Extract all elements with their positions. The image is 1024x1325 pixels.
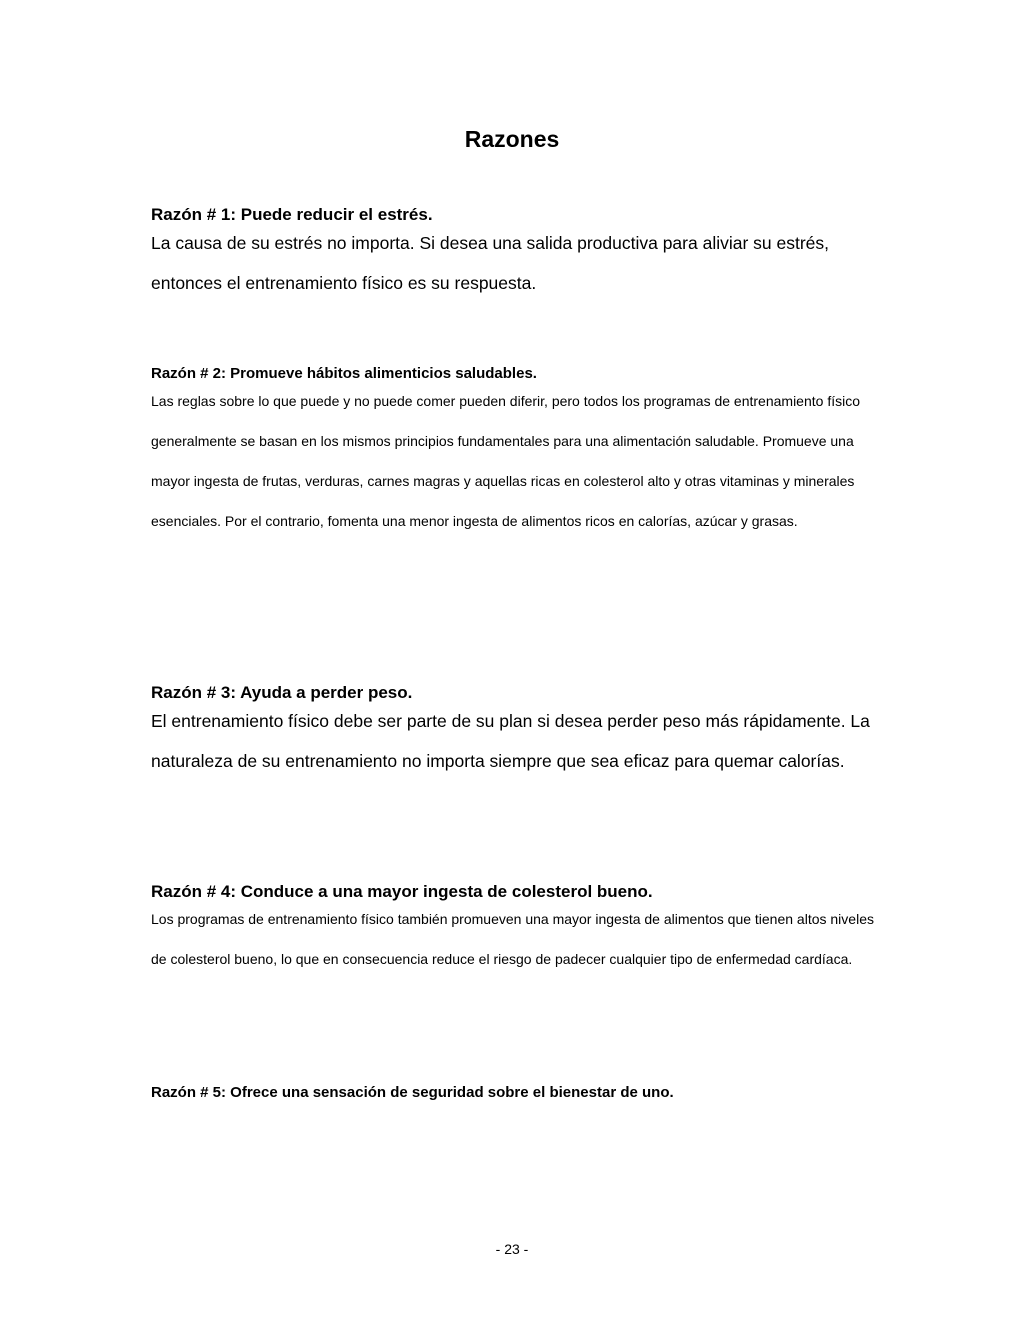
- section-heading: Razón # 3: Ayuda a perder peso.: [151, 683, 413, 702]
- section-heading: Razón # 2: Promueve hábitos alimenticios saludables.: [151, 365, 537, 382]
- section-body: Los programas de entrenamiento físico también promueven una mayor ingesta de alimentos que tienen altos niveles de colesterol bueno, lo que en consecuencia reduce el riesgo de padecer cualquier tipo de enfermedad cardíaca.: [151, 911, 874, 967]
- section-reason-2: [151, 363, 881, 541]
- section-reason-4: [151, 880, 881, 979]
- section-reason-3: [151, 681, 881, 781]
- section-heading: Razón # 1: Puede reducir el estrés.: [151, 205, 433, 224]
- page-title: Razones: [464, 126, 560, 152]
- section-heading: Razón # 5: Ofrece una sensación de seguridad sobre el bienestar de uno.: [151, 1084, 674, 1101]
- section-reason-5: [151, 1082, 881, 1104]
- section-body: Las reglas sobre lo que puede y no puede comer pueden diferir, pero todos los programas de entrenamiento físico generalmente se basan en los mismos principios fundamentales para una alimentación saludable. Promueve una mayor ingesta de frutas, verduras, carnes magras y aquellas ricas en colesterol alto y otras vitaminas y minerales esenciales. Por el contrario, fomenta una menor ingesta de alimentos ricos en calorías, azúcar y grasas.: [151, 393, 860, 529]
- section-heading: Razón # 4: Conduce a una mayor ingesta de colesterol bueno.: [151, 882, 653, 901]
- section-reason-1: [151, 203, 881, 303]
- section-body: El entrenamiento físico debe ser parte de su plan si desea perder peso más rápidamente. La naturaleza de su entrenamiento no importa siempre que sea eficaz para quemar calorías.: [151, 711, 870, 771]
- page-number: - 23 -: [495, 1241, 529, 1257]
- section-body: La causa de su estrés no importa. Si desea una salida productiva para aliviar su estrés, entonces el entrenamiento físico es su respuesta.: [151, 233, 830, 293]
